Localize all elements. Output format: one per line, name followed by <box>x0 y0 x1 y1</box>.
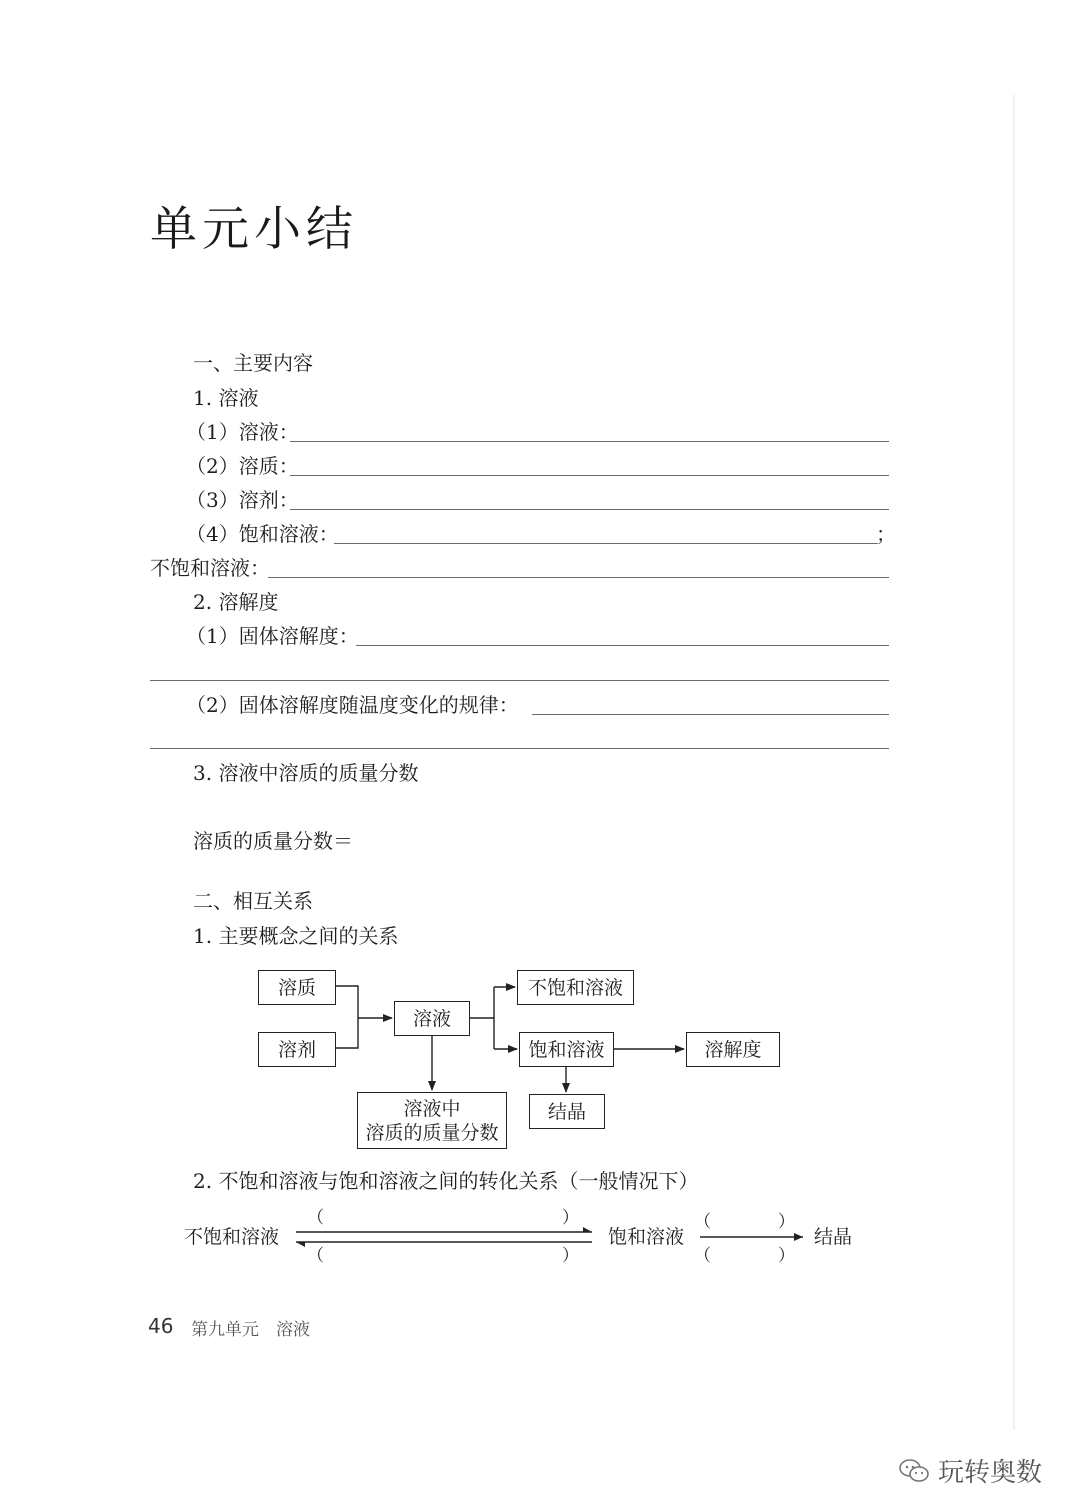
conversion-crystal: 结晶 <box>814 1226 853 1248</box>
paren-close-crystal-top: ） <box>778 1212 795 1232</box>
mass-fraction-formula: 溶质的质量分数＝ <box>193 829 353 853</box>
watermark <box>898 1452 1042 1489</box>
item1-heading: 1. 溶液 <box>193 386 259 410</box>
paren-close-forward: ） <box>562 1208 579 1228</box>
watermark-text: 玩转奥数 <box>938 1458 1043 1488</box>
conversion-saturated: 饱和溶液 <box>608 1226 685 1248</box>
box-solute: 溶质 <box>258 970 336 1005</box>
backward-arrow-head <box>296 1242 305 1247</box>
paren-open-backward: （ <box>307 1246 324 1266</box>
box-solvent: 溶剂 <box>258 1032 336 1067</box>
wechat-icon <box>898 1458 930 1484</box>
paren-close-backward: ） <box>562 1246 579 1266</box>
conversion-unsaturated: 不饱和溶液 <box>184 1226 280 1248</box>
section1-heading: 一、主要内容 <box>193 351 313 375</box>
forward-arrow-head <box>583 1227 592 1232</box>
solid-solubility-label: （1）固体溶解度： <box>186 624 359 648</box>
paren-open-crystal-bottom: （ <box>694 1246 711 1266</box>
paren-close-crystal-bottom: ） <box>778 1246 795 1266</box>
item3-heading: 3. 溶液中溶质的质量分数 <box>193 761 419 785</box>
box-crystallization: 结晶 <box>529 1094 605 1129</box>
solute-label: （2）溶质： <box>186 454 299 478</box>
paren-open-forward: （ <box>307 1208 324 1228</box>
solvent-label: （3）溶剂： <box>186 488 299 512</box>
saturated-semicolon: ； <box>876 522 896 546</box>
box-solubility: 溶解度 <box>686 1032 780 1067</box>
paren-open-crystal-top: （ <box>694 1212 711 1232</box>
solution-label: （1）溶液： <box>186 420 299 444</box>
page-number: 46 <box>148 1314 174 1338</box>
saturated-label: （4）饱和溶液： <box>186 522 339 546</box>
section2-heading: 二、相互关系 <box>193 889 313 913</box>
temperature-rule-label: （2）固体溶解度随温度变化的规律： <box>186 693 519 717</box>
box-solution: 溶液 <box>394 1001 470 1036</box>
item2-heading: 2. 溶解度 <box>193 590 279 614</box>
conversion-heading: 2. 不饱和溶液与饱和溶液之间的转化关系（一般情况下） <box>193 1169 699 1193</box>
box-mass-fraction-line2: 溶质的质量分数 <box>365 1121 499 1144</box>
relation-heading: 1. 主要概念之间的关系 <box>193 924 399 948</box>
page-title: 单元小结 <box>150 202 358 257</box>
box-mass-fraction-line1: 溶液中 <box>403 1097 461 1120</box>
box-unsaturated-solution: 不饱和溶液 <box>517 970 634 1005</box>
box-saturated-solution: 饱和溶液 <box>519 1032 614 1067</box>
footer-unit-title: 第九单元 溶液 <box>191 1320 310 1340</box>
crystal-arrow-head <box>794 1233 803 1241</box>
unsaturated-label: 不饱和溶液： <box>150 556 270 580</box>
